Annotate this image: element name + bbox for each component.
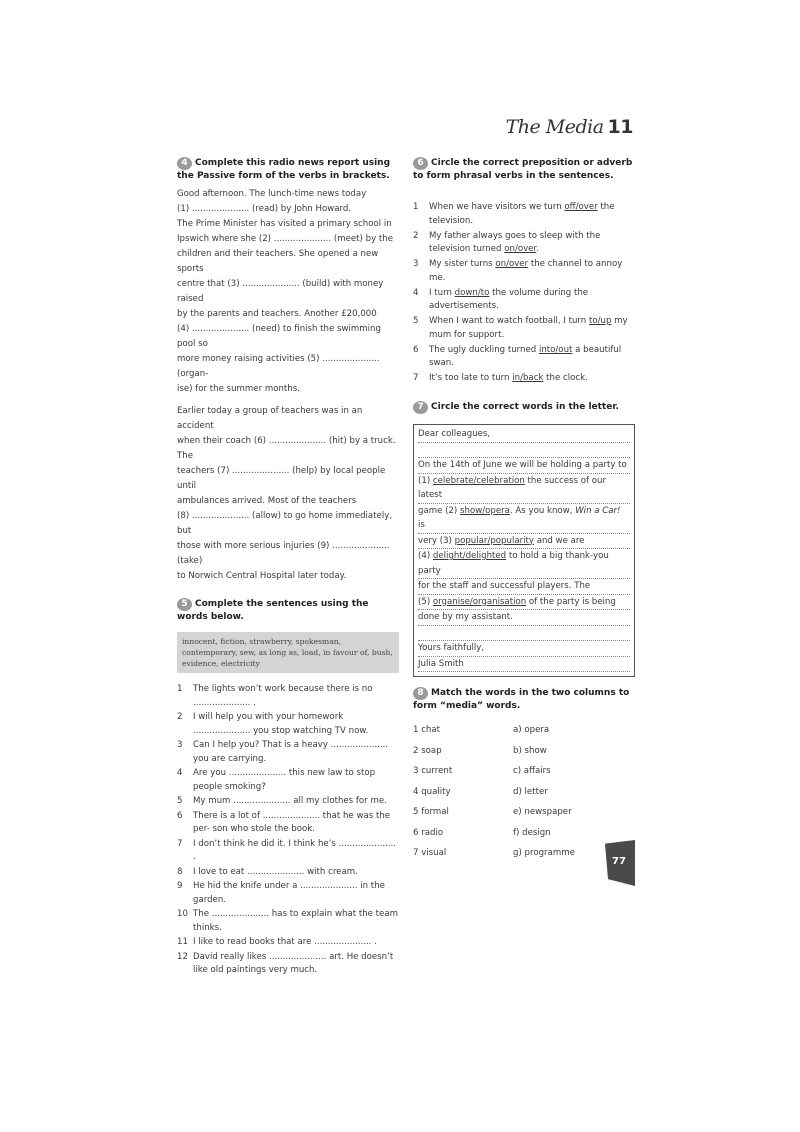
sentence-item [177, 683, 399, 710]
exercise-number-badge: 5 [177, 598, 192, 611]
match-right-word: b) show [513, 745, 547, 756]
item-text: I don’t think he did it. I think he’s ..................... . [193, 838, 396, 862]
letter-line: very (3) popular/popularity and we are [418, 534, 630, 550]
match-right-word: f) design [513, 827, 551, 838]
match-row [413, 846, 635, 867]
option-choice[interactable]: off/over [564, 202, 598, 212]
item-text: The lights won’t work because there is no ..................... . [193, 684, 373, 708]
phrasal-verb-item [413, 258, 635, 285]
match-right-word: d) letter [513, 786, 548, 797]
right-column [413, 157, 635, 867]
item-text-pre: I turn [429, 287, 455, 298]
item-number: 9 [177, 881, 183, 891]
match-right-word: g) programme [513, 848, 575, 858]
match-row [413, 723, 635, 744]
sentence-item [177, 810, 399, 837]
item-text-post: the television. [429, 202, 615, 226]
option-choice[interactable]: into/out [538, 344, 573, 355]
match-row [413, 805, 635, 826]
item-number: 1 [413, 202, 419, 212]
phrasal-verb-item [413, 230, 635, 257]
match-left-word: 2 soap [413, 745, 442, 756]
page-number: 77 [612, 856, 626, 867]
report-line: to Norwich Central Hospital later today. [177, 571, 347, 581]
option-choice[interactable]: to/up [588, 316, 612, 326]
item-number: 2 [177, 712, 183, 722]
report-line: ise) for the summer months. [177, 384, 300, 394]
report-line: those with more serious injuries (9) ..................... (take) [177, 541, 390, 566]
sentence-item [177, 739, 399, 766]
phrasal-verb-item [413, 344, 635, 371]
item-number: 6 [413, 344, 419, 355]
item-text-post: the clock. [543, 373, 588, 383]
item-number: 5 [413, 316, 419, 326]
match-right-word: e) newspaper [513, 807, 572, 817]
letter-line: done by my assistant. [418, 610, 630, 626]
letter-line: (5) organise/organisation of the party is being [418, 595, 630, 611]
phrasal-verb-item [413, 287, 635, 314]
item-number: 6 [177, 810, 183, 821]
item-number: 3 [177, 740, 183, 750]
item-number: 8 [177, 866, 183, 877]
sentence-item [177, 767, 399, 794]
phrasal-verb-item [413, 315, 635, 342]
item-text-post: the channel to annoy me. [429, 259, 623, 283]
item-text-pre: My father always goes to sleep with the television turned [429, 230, 601, 254]
match-row [413, 785, 635, 806]
sentence-item [177, 908, 399, 935]
exercise-6-instruction: Circle the correct preposition or adverb to form phrasal verbs in the sentences. [413, 158, 633, 181]
match-left-word: 7 visual [413, 848, 447, 858]
item-number: 10 [177, 909, 188, 919]
unit-header [506, 116, 633, 138]
letter-box [413, 424, 635, 677]
item-text-pre: When we have visitors we turn [429, 202, 565, 212]
item-text-pre: My sister turns [429, 259, 496, 269]
exercise-number-badge: 8 [413, 687, 428, 700]
match-left-word: 6 radio [413, 827, 444, 838]
item-text: The ..................... has to explain what the team thinks. [193, 909, 398, 933]
match-row [413, 826, 635, 847]
report-line: Earlier today a group of teachers was in an accident [177, 406, 363, 431]
sentence-item [177, 838, 399, 865]
item-number: 7 [177, 838, 183, 849]
item-text: Are you ..................... this new law to stop people smoking? [193, 768, 376, 792]
option-choice[interactable]: on/over [504, 244, 537, 254]
option-choice[interactable]: on/over [495, 259, 529, 269]
report-line: centre that (3) ..................... (build) with money raised [177, 279, 384, 304]
exercise-4-title [177, 157, 399, 183]
item-number: 4 [177, 768, 183, 778]
match-row [413, 764, 635, 785]
item-text: I love to eat ..................... with cream. [193, 866, 358, 877]
report-line: teachers (7) ..................... (help) by local people until [177, 466, 386, 491]
match-left-word: 1 chat [413, 725, 441, 735]
match-left-word: 4 quality [413, 786, 451, 797]
match-left-word: 5 formal [413, 807, 449, 817]
item-text: I will help you with your homework ..................... you stop watching TV now. [193, 712, 369, 736]
letter-line: (1) celebrate/celebration the success of our latest [418, 474, 630, 504]
exercise-7-instruction: Circle the correct words in the letter. [431, 402, 619, 412]
item-text: My mum ..................... all my clothes for me. [193, 796, 387, 806]
letter-line: On the 14th of June we will be holding a party to [418, 458, 630, 474]
sentence-item [177, 951, 399, 978]
item-text-pre: It’s too late to turn [429, 373, 513, 383]
phrasal-verb-item [413, 201, 635, 228]
exercise-8-title [413, 687, 635, 713]
item-number: 5 [177, 796, 183, 806]
item-text: David really likes ..................... art. He doesn’t like old paintings very much. [193, 951, 394, 975]
exercise-8-match-table [413, 723, 635, 867]
sentence-item [177, 795, 399, 809]
option-choice[interactable]: organise/organisation [432, 596, 527, 607]
match-right-word: c) affairs [513, 766, 551, 776]
report-line: Ipswich where she (2) ..................... (meet) by the [177, 234, 393, 244]
item-number: 7 [413, 373, 419, 383]
exercise-6-title [413, 157, 635, 183]
exercise-5-list [177, 683, 399, 978]
exercise-number-badge: 4 [177, 157, 192, 170]
report-line: The Prime Minister has visited a primary school in [177, 219, 392, 229]
report-line: more money raising activities (5) ..................... (organ- [177, 354, 380, 379]
sentence-item [177, 711, 399, 738]
letter-line: (4) delight/delighted to hold a big thank-you party [418, 549, 630, 579]
item-number: 11 [177, 937, 188, 947]
word-box: innocent, fiction, strawberry, spokesman, contemporary, sew, as long as, load, in favour of, bush, evidence, electricity [177, 632, 399, 673]
option-choice[interactable]: down/to [454, 287, 490, 298]
item-number: 1 [177, 684, 183, 694]
sentence-item [177, 866, 399, 880]
report-line: children and their teachers. She opened a new sports [177, 249, 379, 274]
exercise-5-title [177, 598, 399, 624]
option-choice[interactable]: delight/delighted [432, 551, 507, 561]
item-text-post: . [536, 244, 539, 254]
item-text: I like to read books that are ..................... . [193, 937, 377, 947]
report-line: (8) ..................... (allow) to go home immediately, but [177, 511, 393, 536]
letter-line: for the staff and successful players. The [418, 579, 630, 595]
report-line: (1) ..................... (read) by John Howard. [177, 204, 352, 214]
match-right-word: a) opera [513, 725, 550, 735]
option-choice[interactable]: celebrate/celebration [432, 475, 525, 486]
exercise-4-text-2 [177, 404, 399, 584]
match-row [413, 744, 635, 765]
match-left-word: 3 current [413, 766, 453, 776]
letter-signature: Julia Smith [418, 657, 630, 673]
letter-blank-line [418, 443, 630, 459]
exercise-number-badge: 6 [413, 157, 428, 170]
report-line: ambulances arrived. Most of the teachers [177, 496, 357, 506]
report-line: when their coach (6) ..................... (hit) by a truck. The [177, 436, 396, 461]
phrasal-verb-item [413, 372, 635, 386]
item-text: Can I help you? That is a heavy ..................... you are carrying. [193, 740, 389, 764]
sentence-item [177, 880, 399, 907]
item-text: He hid the knife under a ..................... in the garden. [193, 881, 385, 905]
letter-greeting: Dear colleagues, [418, 427, 630, 443]
item-number: 4 [413, 287, 419, 298]
sentence-item [177, 936, 399, 950]
exercise-8-instruction: Match the words in the two columns to form “media” words. [413, 688, 630, 711]
item-text-pre: When I want to watch football, I turn [429, 316, 589, 326]
exercise-5-instruction: Complete the sentences using the words below. [177, 599, 369, 622]
option-choice[interactable]: in/back [512, 373, 544, 383]
item-text-post: a beautiful swan. [429, 344, 622, 368]
item-number: 12 [177, 951, 188, 962]
report-line: (4) ..................... (need) to finish the swimming pool so [177, 324, 381, 349]
exercise-6-list [413, 201, 635, 386]
letter-line: game (2) show/opera. As you know, Win a Car! is [418, 504, 630, 534]
item-text-post: the volume during the advertisements. [429, 287, 589, 311]
unit-number: 11 [607, 116, 633, 138]
item-text-pre: The ugly duckling turned [429, 344, 539, 355]
item-text-post: my mum for support. [429, 316, 628, 340]
letter-blank-line [418, 626, 630, 642]
item-number: 2 [413, 230, 419, 241]
exercise-4-text [177, 187, 399, 397]
exercise-7-title [413, 401, 635, 414]
letter-closing: Yours faithfully, [418, 641, 630, 657]
option-choice[interactable]: show/opera [460, 505, 510, 516]
exercise-number-badge: 7 [413, 401, 428, 414]
option-choice[interactable]: popular/popularity [454, 535, 534, 546]
item-text: There is a lot of ..................... that he was the per- son who stole the book. [193, 810, 391, 834]
report-line: Good afternoon. The lunch-time news today [177, 189, 367, 199]
exercise-4-instruction: Complete this radio news report using the Passive form of the verbs in brackets. [177, 158, 391, 181]
item-number: 3 [413, 259, 419, 269]
left-column [177, 157, 399, 979]
report-line: by the parents and teachers. Another £20,000 [177, 309, 377, 319]
unit-title: The Media [505, 116, 604, 138]
